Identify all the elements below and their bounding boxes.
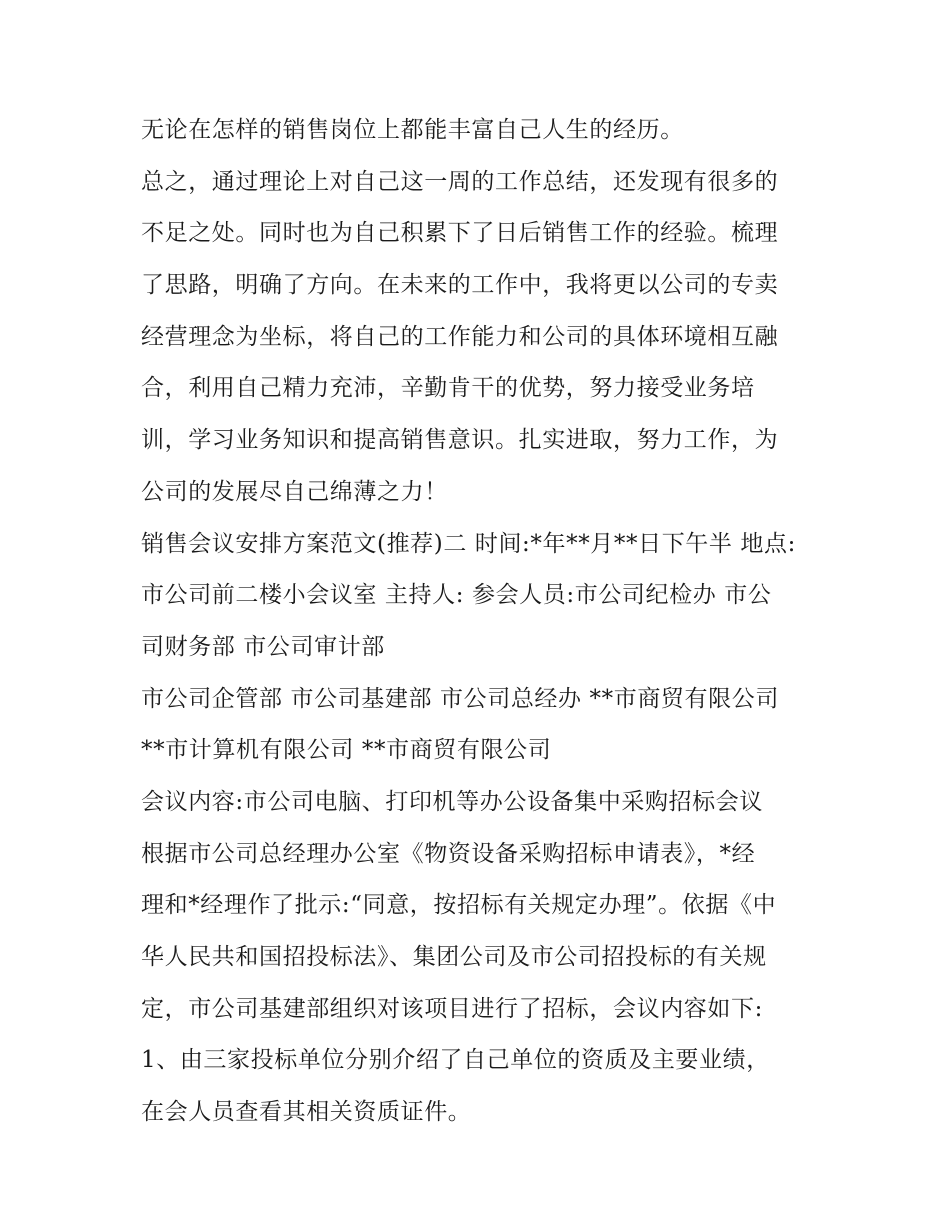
text-line: 销售会议安排方案范文(推荐)二 时间:*年**月**日下午半 地点: xyxy=(141,530,796,557)
text-line: 定，市公司基建部组织对该项目进行了招标，会议内容如下: xyxy=(141,995,763,1022)
text-line: 经营理念为坐标，将自己的工作能力和公司的具体环境相互融 xyxy=(141,323,779,350)
body-text xyxy=(141,111,821,1145)
text-line: 不足之处。同时也为自己积累下了日后销售工作的经验。梳理 xyxy=(141,220,779,247)
text-line: 训，学习业务知识和提高销售意识。扎实进取，努力工作，为 xyxy=(141,427,779,454)
text-line: 合，利用自己精力充沛，辛勤肯干的优势，努力接受业务培 xyxy=(141,375,755,402)
text-line: 司财务部 市公司审计部 xyxy=(141,633,385,660)
text-line: 市公司前二楼小会议室 主持人: 参会人员:市公司纪检办 市公 xyxy=(141,582,772,609)
text-line: 市公司企管部 市公司基建部 市公司总经办 **市商贸有限公司 xyxy=(141,685,779,712)
text-line: 无论在怎样的销售岗位上都能丰富自己人生的经历。 xyxy=(141,117,684,143)
text-line: 根据市公司总经理办公室《物资设备采购招标申请表》，*经 xyxy=(141,840,756,867)
text-line: 华人民共和国招投标法》、集团公司及市公司招投标的有关规 xyxy=(141,944,767,970)
text-line: **市计算机有限公司 **市商贸有限公司 xyxy=(141,737,552,764)
text-line: 1、由三家投标单位分别介绍了自己单位的资质及主要业绩， xyxy=(141,1047,770,1074)
text-line: 总之，通过理论上对自己这一周的工作总结，还发现有很多的 xyxy=(141,168,779,195)
text-line: 在会人员查看其相关资质证件。 xyxy=(141,1099,472,1126)
text-line: 了思路，明确了方向。在未来的工作中，我将更以公司的专卖 xyxy=(141,272,779,299)
text-line: 会议内容:市公司电脑、打印机等办公设备集中采购招标会议 xyxy=(141,788,763,815)
text-line: 公司的发展尽自己绵薄之力！ xyxy=(141,478,448,505)
text-line: 理和*经理作了批示:“同意，按招标有关规定办理”。依据《中 xyxy=(141,892,777,919)
